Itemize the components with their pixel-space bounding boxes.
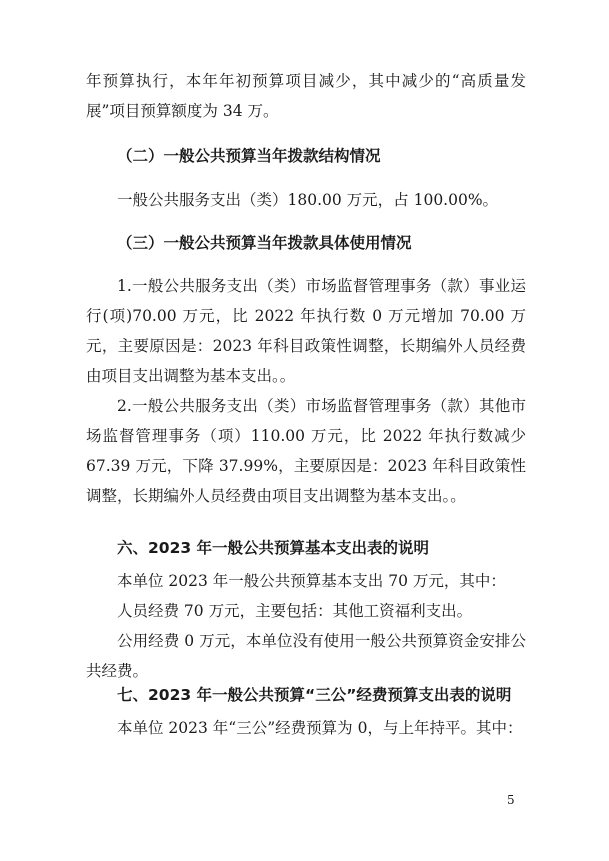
paragraph-public-service-total: 一般公共服务支出（类）180.00 万元，占 100.00%。 bbox=[117, 191, 499, 209]
heading-section-six: 六、2023 年一般公共预算基本支出表的说明 bbox=[117, 539, 430, 557]
heading-allocation-usage: （三）一般公共预算当年拨款具体使用情况 bbox=[117, 233, 412, 252]
paragraph-budget-execution: 年预算执行，本年年初预算项目减少，其中减少的“高质量发展”项目预算额度为 34 万。 bbox=[86, 72, 526, 120]
paragraph-three-public-funds: 本单位 2023 年“三公”经费预算为 0，与上年持平。其中： bbox=[117, 719, 523, 737]
paragraph-basic-expenditure: 本单位 2023 年一般公共预算基本支出 70 万元，其中： bbox=[117, 572, 506, 590]
paragraph-public-funds: 公用经费 0 万元，本单位没有使用一般公共预算资金安排公共经费。 bbox=[86, 632, 526, 680]
heading-allocation-structure: （二）一般公共预算当年拨款结构情况 bbox=[117, 146, 381, 165]
page-number: 5 bbox=[507, 793, 515, 807]
paragraph-usage-item-2: 2.一般公共服务支出（类）市场监督管理事务（款）其他市场监督管理事务（项）110.00 万元，比 2022 年执行数减少 67.39 万元，下降 37.99%，主要原因是：2023 年科目政策性调整，长期编外人员经费由项目支出调整为基本支出。。 bbox=[86, 397, 526, 505]
paragraph-personnel-funds: 人员经费 70 万元，主要包括：其他工资福利支出。 bbox=[117, 602, 473, 620]
paragraph-usage-item-1: 1.一般公共服务支出（类）市场监督管理事务（款）事业运行(项)70.00 万元，比 2022 年执行数 0 万元增加 70.00 万元，主要原因是：2023 年科目政策性调整，长期编外人员经费由项目支出调整为基本支出。。 bbox=[86, 277, 526, 385]
heading-section-seven: 七、2023 年一般公共预算“三公”经费预算支出表的说明 bbox=[117, 686, 512, 704]
